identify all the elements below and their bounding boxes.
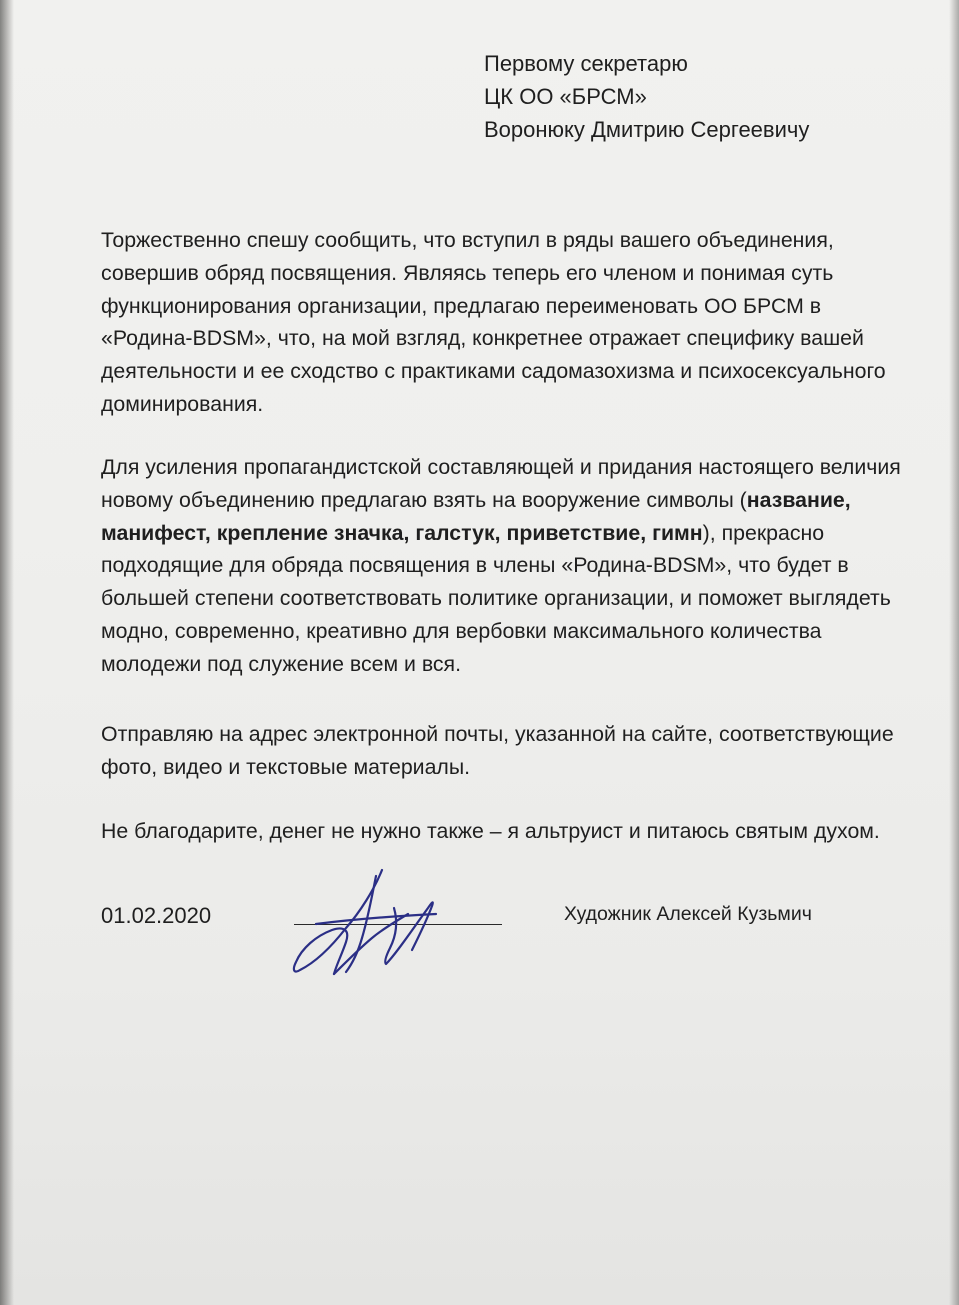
paragraph-line: большей степени соответствовать политике организации, и поможет выглядеть	[101, 586, 891, 611]
paragraph-line: деятельности и ее сходство с практиками садомазохизма и психосексуального	[101, 359, 886, 384]
paragraph-materials	[101, 718, 931, 784]
paragraph-line: функционирования организации, предлагаю переименовать ОО БРСМ в	[101, 293, 822, 318]
addressee-title: Первому секретарю	[484, 51, 688, 76]
paragraph-line: подходящие для обряда посвящения в члены «Родина-BDSM», что будет в	[101, 553, 849, 578]
letter-date: 01.02.2020	[101, 903, 212, 928]
paragraph-line	[101, 517, 931, 550]
paragraph-line: Торжественно спешу сообщить, что вступил в ряды вашего объединения,	[101, 228, 834, 252]
paragraph-line: фото, видео и текстовые материалы.	[101, 754, 471, 779]
paragraph-line: совершив обряд посвящения. Являясь теперь его членом и понимая суть	[101, 260, 834, 285]
symbols-list-bold: название,	[746, 487, 851, 512]
paragraph-line: доминирования.	[101, 391, 264, 416]
paragraph-line: молодежи под служение всем и вся.	[101, 651, 461, 676]
paragraph-line: «Родина-BDSM», что, на мой взгляд, конкретнее отражает специфику вашей	[101, 326, 864, 351]
paragraph-closing	[101, 815, 931, 848]
signer-name: Художник Алексей Кузьмич	[564, 903, 812, 925]
paragraph-text: ), прекрасно	[702, 520, 825, 545]
paragraph-line	[101, 484, 931, 517]
paragraph-text: новому объединению предлагаю взять на вооружение символы (	[101, 487, 747, 512]
handwritten-signature	[286, 866, 446, 984]
paragraph-proposal	[101, 451, 931, 681]
addressee-organization: ЦК ОО «БРСМ»	[484, 84, 647, 109]
paragraph-line: Отправляю на адрес электронной почты, указанной на сайте, соответствующие	[101, 722, 894, 746]
paragraph-line: Не благодарите, денег не нужно также – я альтруист и питаюсь святым духом.	[101, 819, 880, 843]
paragraph-announcement	[101, 224, 931, 421]
addressee-name: Воронюку Дмитрию Сергеевичу	[484, 117, 810, 142]
symbols-list-bold: манифест, крепление значка, галстук, приветствие, гимн	[101, 520, 703, 545]
paragraph-line: модно, современно, креативно для вербовки максимального количества	[101, 618, 822, 643]
paragraph-line: Для усиления пропагандистской составляющей и придания настоящего величия	[101, 455, 901, 479]
addressee-block	[484, 47, 809, 146]
